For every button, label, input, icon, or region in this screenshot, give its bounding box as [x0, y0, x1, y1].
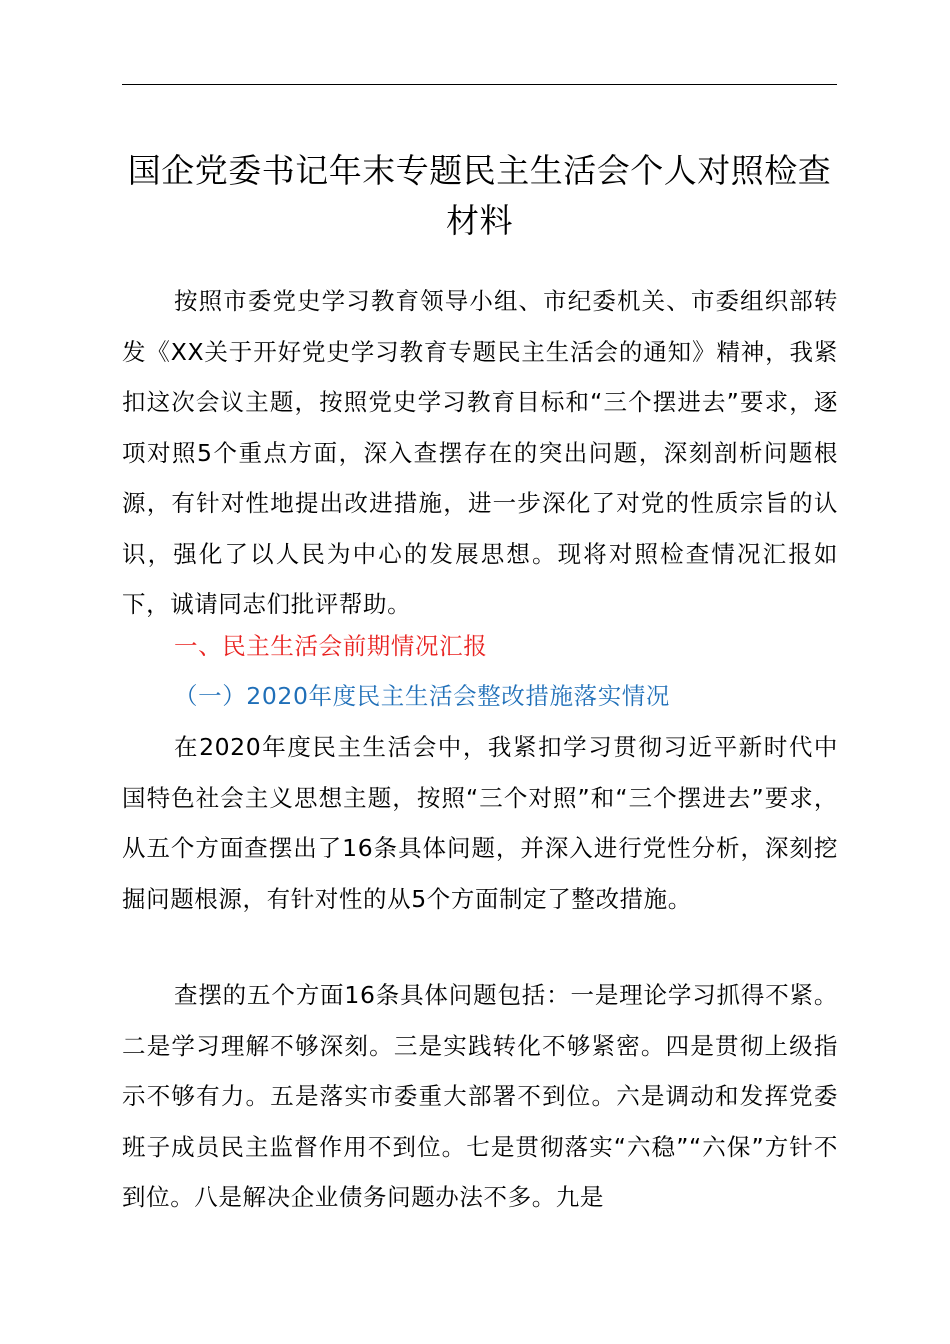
document-title: 国企党委书记年末专题民主生活会个人对照检查材料	[127, 151, 832, 240]
header-rule	[122, 84, 837, 85]
subsection-1-paragraph-1: 在2020年度民主生活会中，我紧扣学习贯彻习近平新时代中国特色社会主义思想主题，按照“三个对照”和“三个摆进去”要求，从五个方面查摆出了16条具体问题，并深入进行党性分析，深刻挖掘问题根源，有针对性的从5个方面制定了整改措施。	[122, 733, 838, 913]
section-heading-1: 一、民主生活会前期情况汇报	[174, 632, 488, 660]
intro-paragraph: 按照市委党史学习教育领导小组、市纪委机关、市委组织部转发《XX关于开好党史学习教育专题民主生活会的通知》精神，我紧扣这次会议主题，按照党史学习教育目标和“三个摆进去”要求，逐项对照5个重点方面，深入查摆存在的突出问题，深刻剖析问题根源，有针对性地提出改进措施，进一步深化了对党的性质宗旨的认识，强化了以人民为中心的发展思想。现将对照检查情况汇报如下，诚请同志们批评帮助。	[122, 287, 838, 618]
subsection-1-paragraph-2: 查摆的五个方面16条具体问题包括：一是理论学习抓得不紧。二是学习理解不够深刻。三是实践转化不够紧密。四是贯彻上级指示不够有力。五是落实市委重大部署不到位。六是调动和发挥党委班子成员民主监督作用不到位。七是贯彻落实“六稳”“六保”方针不到位。八是解决企业债务问题办法不多。九是	[122, 981, 838, 1211]
subsection-heading-1: （一）2020年度民主生活会整改措施落实情况	[174, 682, 671, 710]
